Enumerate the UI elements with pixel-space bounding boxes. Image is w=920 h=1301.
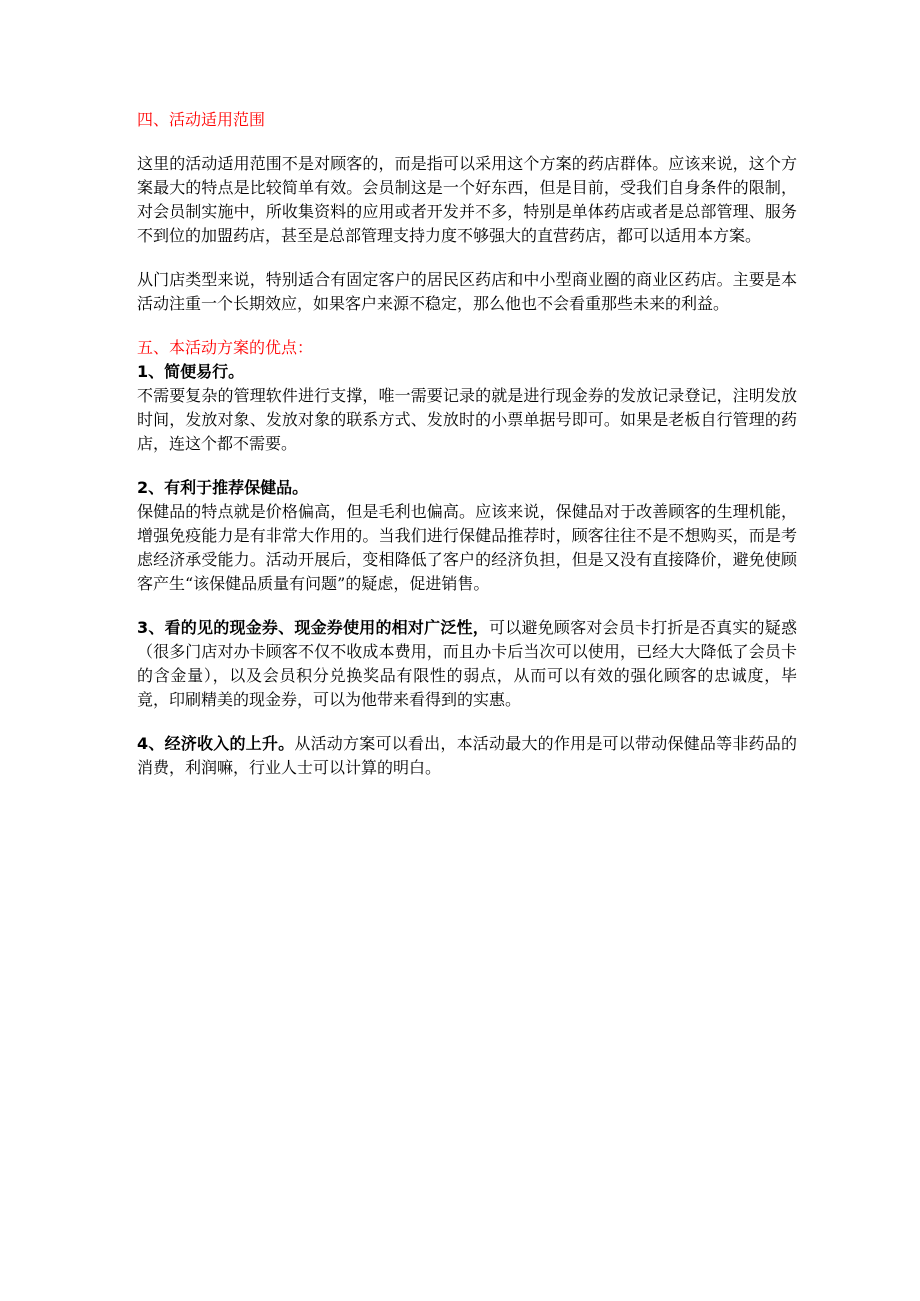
item-3-body: 可以避免顾客对会员卡打折是否真实的疑惑（很多门店对办卡顾客不仅不收成本费用，而且办卡后当次可以使用，已经大大降低了会员卡的含金量），以及会员积分兑换奖品有限性的弱点，从而可以有效的强化顾客的忠诚度，毕竟，印刷精美的现金券，可以为他带来看得到的实惠。: [137, 618, 797, 709]
section-4-paragraph-2: 从门店类型来说，特别适合有固定客户的居民区药店和中小型商业圈的商业区药店。主要是本活动注重一个长期效应，如果客户来源不稳定，那么他也不会看重那些未来的利益。: [137, 270, 797, 313]
item-4-body: 从活动方案可以看出，本活动最大的作用是可以带动保健品等非药品的消费，利润嘛，行业人士可以计算的明白。: [137, 734, 797, 777]
item-4-lead: 4、经济收入的上升。: [137, 734, 295, 753]
item-1-title: 1、简便易行。: [137, 362, 245, 381]
section-5-heading: 五、本活动方案的优点：: [137, 338, 314, 357]
item-3-paragraph: [137, 616, 797, 712]
section-4-paragraph-1: 这里的活动适用范围不是对顾客的，而是指可以采用这个方案的药店群体。应该来说，这个方案最大的特点是比较简单有效。会员制这是一个好东西，但是目前，受我们自身条件的限制，对会员制实施中，所收集资料的应用或者开发并不多，特别是单体药店或者是总部管理、服务不到位的加盟药店，甚至是总部管理支持力度不够强大的直营药店，都可以适用本方案。: [137, 154, 797, 245]
section-4-heading: 四、活动适用范围: [137, 110, 266, 129]
item-2-title: 2、有利于推荐保健品。: [137, 478, 309, 497]
item-3-lead: 3、看的见的现金券、现金券使用的相对广泛性，: [137, 618, 489, 637]
item-1-body: 不需要复杂的管理软件进行支撑，唯一需要记录的就是进行现金券的发放记录登记，注明发放时间，发放对象、发放对象的联系方式、发放时的小票单据号即可。如果是老板自行管理的药店，连这个都不需要。: [137, 386, 797, 453]
item-4-paragraph: [137, 732, 797, 780]
document-page: [137, 108, 797, 780]
item-2-body: 保健品的特点就是价格偏高，但是毛利也偏高。应该来说，保健品对于改善顾客的生理机能，增强免疫能力是有非常大作用的。当我们进行保健品推荐时，顾客往往不是不想购买，而是考虑经济承受能力。活动开展后，变相降低了客户的经济负担，但是又没有直接降价，避免使顾客产生“该保健品质量有问题”的疑虑，促进销售。: [137, 502, 797, 593]
